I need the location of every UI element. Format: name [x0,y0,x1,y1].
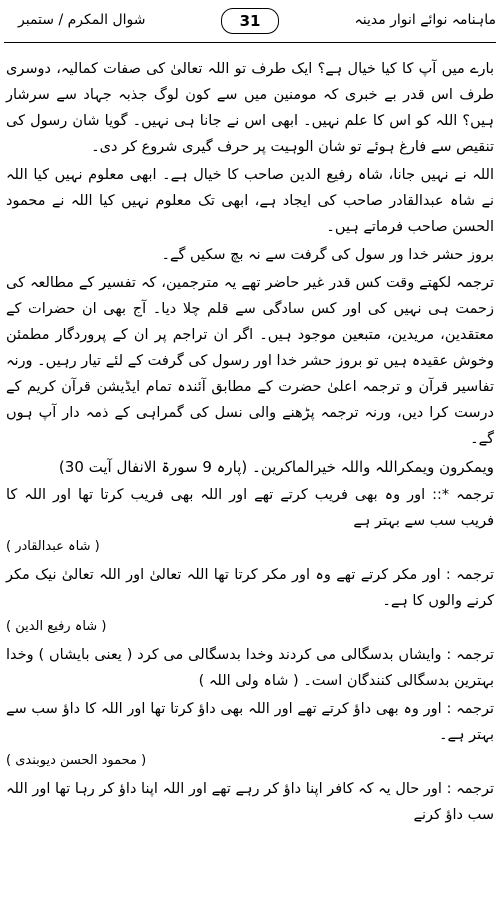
magazine-title: ماہنامہ نوائے انوار مدینہ [354,12,496,28]
paragraph: بارے میں آپ کا کیا خیال ہے؟ ایک طرف تو اللہ تعالیٰ کی صفات کمالیہ، دوسری طرف اس قدر بے خبری کہ مومنین میں سے کون لوگ جذبہ جہاد سے سرشار ہیں؟ اللہ کو اس کا علم نہیں۔ ابھی اس نے جانا ہی نہیں۔ گویا شان رسول کی تنقیص سے فارغ ہوئے تو شان الوہیت پر حرف گیری شروع کر دی۔ [6,61,494,155]
page-header [4,6,496,36]
translation-source: ( شاہ عبدالقادر ) [6,539,100,554]
header-rule [4,42,496,43]
paragraph: بروز حشر خدا ور سول کی گرفت سے نہ بچ سکیں گے۔ [161,247,494,263]
translation: ترجمہ : اور وہ بھی داؤ کرتے تھے اور اللہ بھی داؤ کرتا تھا اور اللہ کا داؤ سب سے بہتر ہے۔ [6,701,494,743]
translation: ترجمہ : اور مکر کرتے تھے وہ اور مکر کرتا تھا اللہ تعالیٰ اور اللہ تعالیٰ نیک مکر کرنے والوں کا ہے۔ [6,567,494,609]
translation-source: ( شاہ رفیع الدین ) [6,619,107,634]
translation-source: ( محمود الحسن دیوبندی ) [6,753,147,768]
translation: ترجمہ : اور حال یہ کہ کافر اپنا داؤ کر رہے تھے اور اللہ اپنا داؤ کر رہا تھا اور اللہ سب داؤ کرنے [6,781,494,823]
page-number-badge: 31 [221,8,279,34]
translation: ترجمہ *:: اور وہ بھی فریب کرتے تھے اور اللہ بھی فریب کرتا تھا اور اللہ کا فریب سب سے بہتر ہے [6,487,494,529]
paragraph: ترجمہ لکھتے وقت کس قدر غیر حاضر تھے یہ مترجمین، کہ تفسیر کے مطالعہ کی زحمت ہی نہیں کی اور کس سادگی سے قلم چلا دیا۔ آج بھی ان حضرات کے معتقدین، مریدین، متبعین موجود ہیں۔ اگر ان تراجم پر ان کے پروردگار مطمئن وخوش عقیدہ ہیں تو بروز حشر خدا اور رسول کی گرفت کے لئے تیار رہیں۔ ورنہ تفاسیر قرآن و ترجمہ اعلیٰ حضرت کے مطابق آئندہ تمام ایڈیشن قرآن کریم کے درست کرا دیں، ورنہ ترجمہ پڑھنے والی نسل کی گمراہی کے ذمہ دار آپ ہوں گے۔ [6,275,494,447]
article-body [6,56,494,830]
paragraph: اللہ نے نہیں جانا، شاہ رفیع الدین صاحب کا خیال ہے۔ ابھی معلوم نہیں کیا اللہ نے شاہ عبدالقادر صاحب کی ایجاد ہے، ابھی تک معلوم نہیں کیا اللہ نے محمود الحسن صاحب فرماتے ہیں۔ [6,167,494,235]
translation: ترجمہ : وایشاں بدسگالی می کردند وخدا بدسگالی می کرد ( یعنی بایشاں ) وخدا بہترین بدسگالی کنندگان است۔ ( شاہ ولی اللہ ) [6,647,494,689]
quran-verse: ویمکرون ویمکراللہ واللہ خیرالماکرین۔ (پارہ 9 سورۃ الانفال آیت 30) [58,458,494,476]
issue-month: شوال المکرم / ستمبر [18,12,146,28]
